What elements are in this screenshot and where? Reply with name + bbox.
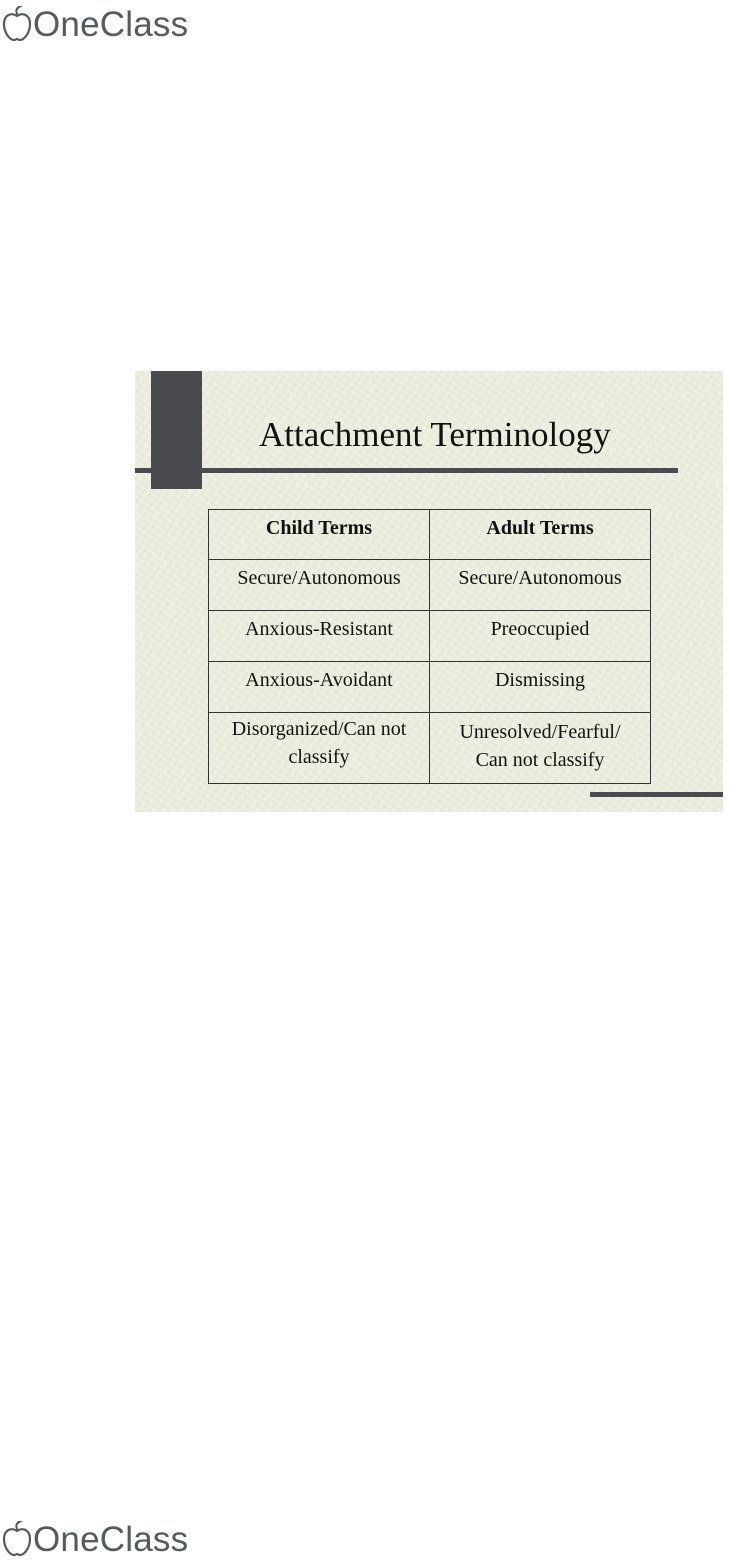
adult-term-cell <box>430 611 651 662</box>
child-term-cell <box>209 560 430 611</box>
cell-text: Secure/Autonomous <box>237 567 401 589</box>
terms-table <box>208 509 651 784</box>
brand-name: OneClass <box>33 1520 189 1559</box>
oneclass-logo-top <box>2 5 188 45</box>
brand-name: OneClass <box>33 5 189 44</box>
cell-text: Dismissing <box>494 669 586 691</box>
cell-text: Unresolved/Fearful/ <box>459 721 621 743</box>
cell-text: Secure/Autonomous <box>458 567 622 589</box>
child-term-cell <box>209 611 430 662</box>
cell-text: Can not classify <box>475 749 605 771</box>
apple-icon <box>2 1521 32 1557</box>
cell-text: Anxious-Resistant <box>245 618 393 640</box>
adult-term-cell <box>430 560 651 611</box>
table-header-row <box>209 510 651 560</box>
table-row <box>209 713 651 784</box>
adult-term-cell <box>430 662 651 713</box>
adult-term-cell <box>430 713 651 784</box>
oneclass-logo-bottom <box>2 1520 188 1560</box>
apple-icon <box>2 6 32 42</box>
table-row <box>209 560 651 611</box>
slide-accent-rule-bottom <box>590 792 723 797</box>
cell-text: Disorganized/Can not <box>231 718 407 740</box>
child-term-cell <box>209 713 430 784</box>
header-child-terms: Child Terms <box>209 510 430 560</box>
cell-text: classify <box>288 746 350 768</box>
cell-text: Preoccupied <box>490 618 590 640</box>
table-row <box>209 611 651 662</box>
cell-text: Anxious-Avoidant <box>245 669 393 691</box>
header-adult-terms: Adult Terms <box>430 510 651 560</box>
table-row <box>209 662 651 713</box>
slide <box>135 371 723 812</box>
child-term-cell <box>209 662 430 713</box>
slide-title: Attachment Terminology <box>259 415 611 454</box>
slide-accent-rule-top <box>135 468 678 473</box>
